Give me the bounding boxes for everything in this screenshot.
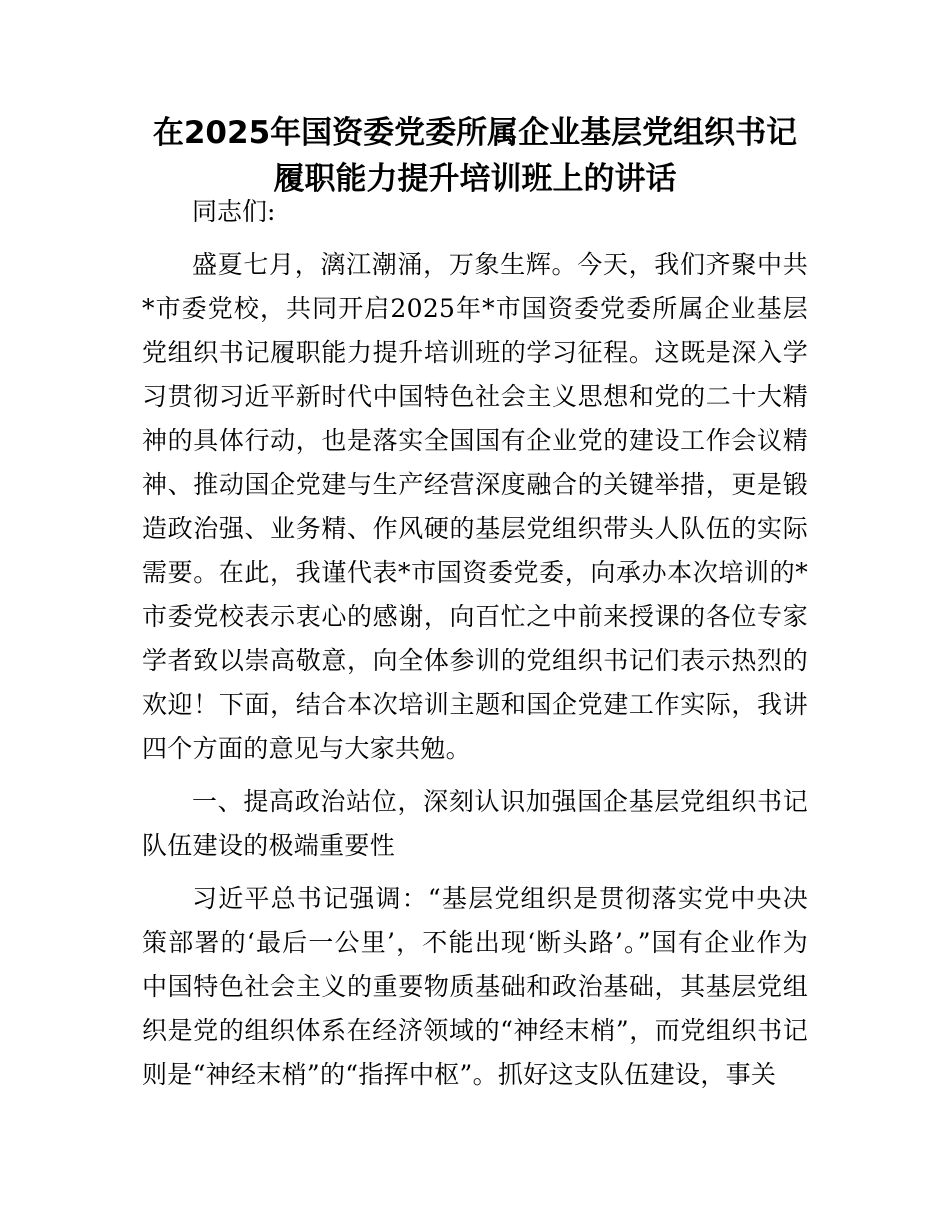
document-body [142,190,808,1106]
greeting: 同志们: [192,197,276,226]
section-heading-1: 一、提高政治站位，深刻认识加强国企基层党组织书记队伍建设的极端重要性 [142,787,808,860]
title-line-1: 在2025年国资委党委所属企业基层党组织书记 [152,115,798,151]
title-line-2: 履职能力提升培训班上的讲话 [273,161,677,197]
paragraph-opening: 盛夏七月，漓江潮涌，万象生辉。今天，我们齐聚中共*市委党校，共同开启2025年*市国资委党委所属企业基层党组织书记履职能力提升培训班的学习征程。这既是深入学习贯彻习近平新时代中国特色社会主义思想和党的二十大精神的具体行动，也是落实全国国有企业党的建设工作会议精神、推动国企党建与生产经营深度融合的关键举措，更是锻造政治强、业务精、作风硬的基层党组织带头人队伍的实际需要。在此，我谨代表*市国资委党委，向承办本次培训的*市委党校表示衷心的感谢，向百忙之中前来授课的各位专家学者致以崇高敬意，向全体参训的党组织书记们表示热烈的欢迎！下面，结合本次培训主题和国企党建工作实际，我讲四个方面的意见与大家共勉。 [142,250,808,763]
document-title [142,110,808,202]
paragraph-section-1: 习近平总书记强调：“基层党组织是贯彻落实党中央决策部署的‘最后一公里’，不能出现‘断头路’。”国有企业作为中国特色社会主义的重要物质基础和政治基础，其基层党组织是党的组织体系在经济领域的“神经末梢”，而党组织书记则是“神经末梢”的“指挥中枢”。抓好这支队伍建设，事关 [142,884,808,1089]
